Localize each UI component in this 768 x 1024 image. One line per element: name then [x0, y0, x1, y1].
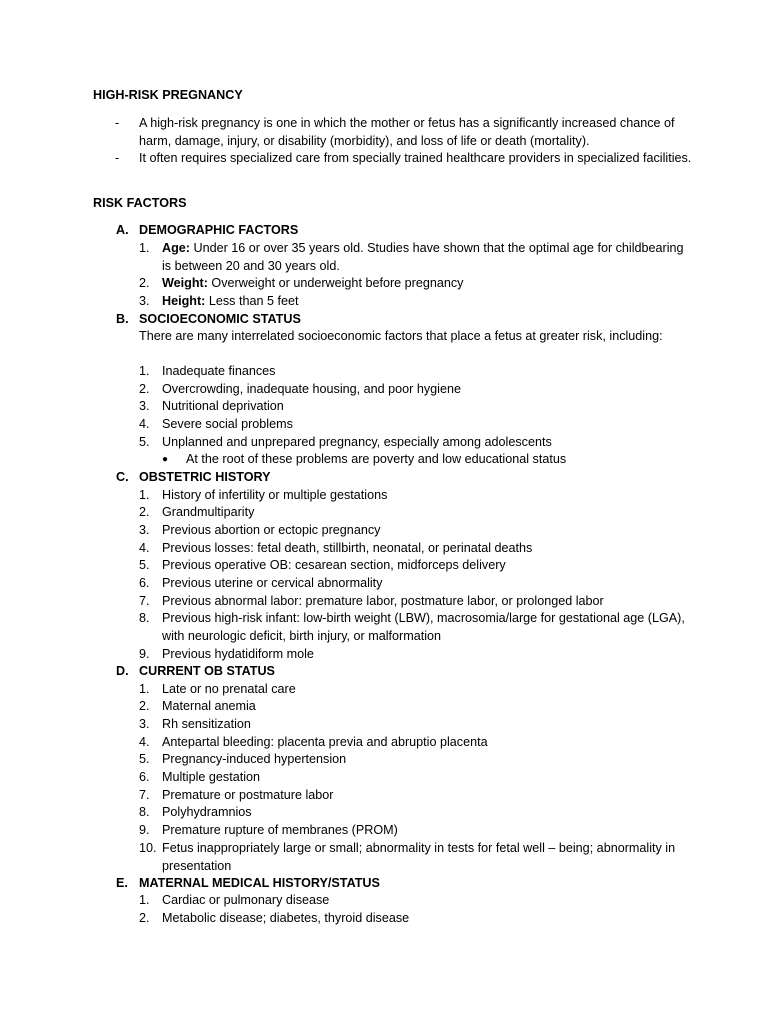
dash-marker: - [115, 151, 120, 165]
list-item: Previous high-risk infant: low-birth weight (LBW), macrosomia/large for gestational age (LGA), with neurologic deficit, birth injury, or malformation [162, 611, 685, 643]
item-number: 6. [139, 770, 150, 784]
list-item: Unplanned and unprepared pregnancy, especially among adolescents [162, 435, 552, 449]
item-number: 1. [139, 364, 150, 378]
list-item: Previous abortion or ectopic pregnancy [162, 523, 381, 537]
section-title-maternal-medical: MATERNAL MEDICAL HISTORY/STATUS [139, 876, 380, 890]
item-number: 5. [139, 752, 150, 766]
item-number: 5. [139, 435, 150, 449]
section-letter: E. [116, 876, 128, 890]
list-item [162, 240, 692, 275]
list-item: Fetus inappropriately large or small; abnormality in tests for fetal well – being; abnormality in presentation [162, 841, 676, 873]
list-item: Severe social problems [162, 417, 293, 431]
list-item: Overcrowding, inadequate housing, and poor hygiene [162, 382, 461, 396]
section-letter: B. [116, 312, 129, 326]
item-text: Less than 5 feet [205, 294, 299, 308]
list-item: Nutritional deprivation [162, 399, 284, 413]
page-title: HIGH-RISK PREGNANCY [93, 88, 243, 102]
item-number: 1. [139, 682, 150, 696]
item-number: 1. [139, 241, 150, 255]
item-label: Height: [162, 294, 206, 308]
list-item: Cardiac or pulmonary disease [162, 893, 330, 907]
list-item: Multiple gestation [162, 770, 261, 784]
list-item: Previous operative OB: cesarean section, midforceps delivery [162, 558, 506, 572]
section-title-demographic: DEMOGRAPHIC FACTORS [139, 223, 299, 237]
section-title-socioeconomic: SOCIOECONOMIC STATUS [139, 312, 301, 326]
item-number: 2. [139, 505, 150, 519]
list-item: Previous hydatidiform mole [162, 647, 314, 661]
item-number: 3. [139, 399, 150, 413]
list-item: Inadequate finances [162, 364, 276, 378]
item-number: 4. [139, 541, 150, 555]
item-number: 2. [139, 382, 150, 396]
item-number: 2. [139, 699, 150, 713]
bullet-icon: ● [162, 454, 169, 465]
item-number: 4. [139, 735, 150, 749]
list-item: Previous uterine or cervical abnormality [162, 576, 383, 590]
item-label: Weight: [162, 276, 208, 290]
list-item: Rh sensitization [162, 717, 251, 731]
item-number: 2. [139, 911, 150, 925]
list-item: Previous abnormal labor: premature labor, postmature labor, or prolonged labor [162, 594, 604, 608]
list-item: Maternal anemia [162, 699, 256, 713]
item-label: Age: [162, 241, 190, 255]
item-number: 4. [139, 417, 150, 431]
section-letter: D. [116, 664, 129, 678]
item-text: Under 16 or over 35 years old. Studies have shown that the optimal age for childbearing is between 20 and 30 years old. [162, 241, 684, 273]
item-number: 6. [139, 576, 150, 590]
section-letter: C. [116, 470, 129, 484]
item-number: 8. [139, 611, 150, 625]
item-number: 1. [139, 488, 150, 502]
list-item: Premature or postmature labor [162, 788, 334, 802]
dash-marker: - [115, 116, 120, 130]
section-title-current-ob: CURRENT OB STATUS [139, 664, 275, 678]
intro-paragraph: It often requires specialized care from specially trained healthcare providers in specialized facilities. [139, 151, 692, 165]
item-number: 5. [139, 558, 150, 572]
list-item: Grandmultiparity [162, 505, 255, 519]
item-number: 7. [139, 788, 150, 802]
item-number: 9. [139, 823, 150, 837]
list-item: Antepartal bleeding: placenta previa and abruptio placenta [162, 735, 488, 749]
item-number: 10. [139, 841, 157, 855]
item-text: Overweight or underweight before pregnancy [207, 276, 464, 290]
section-intro: There are many interrelated socioeconomic factors that place a fetus at greater risk, including: [139, 329, 663, 343]
list-item: Metabolic disease; diabetes, thyroid disease [162, 911, 410, 925]
item-number: 3. [139, 523, 150, 537]
list-item: History of infertility or multiple gestations [162, 488, 388, 502]
list-item: Late or no prenatal care [162, 682, 296, 696]
item-number: 3. [139, 294, 150, 308]
item-number: 9. [139, 647, 150, 661]
list-item: Previous losses: fetal death, stillbirth, neonatal, or perinatal deaths [162, 541, 533, 555]
section-title-obstetric: OBSTETRIC HISTORY [139, 470, 271, 484]
item-number: 7. [139, 594, 150, 608]
section-heading-risk-factors: RISK FACTORS [93, 196, 187, 210]
list-item: Polyhydramnios [162, 805, 252, 819]
list-item [162, 275, 692, 293]
intro-paragraph: A high-risk pregnancy is one in which the mother or fetus has a significantly increased chance of harm, damage, injury, or disability (morbidity), and loss of life or death (mortality). [139, 116, 675, 148]
bullet-item: At the root of these problems are poverty and low educational status [186, 452, 567, 466]
list-item [162, 293, 692, 311]
item-number: 2. [139, 276, 150, 290]
item-number: 8. [139, 805, 150, 819]
list-item: Premature rupture of membranes (PROM) [162, 823, 398, 837]
item-number: 3. [139, 717, 150, 731]
item-number: 1. [139, 893, 150, 907]
section-letter: A. [116, 223, 129, 237]
list-item: Pregnancy-induced hypertension [162, 752, 347, 766]
